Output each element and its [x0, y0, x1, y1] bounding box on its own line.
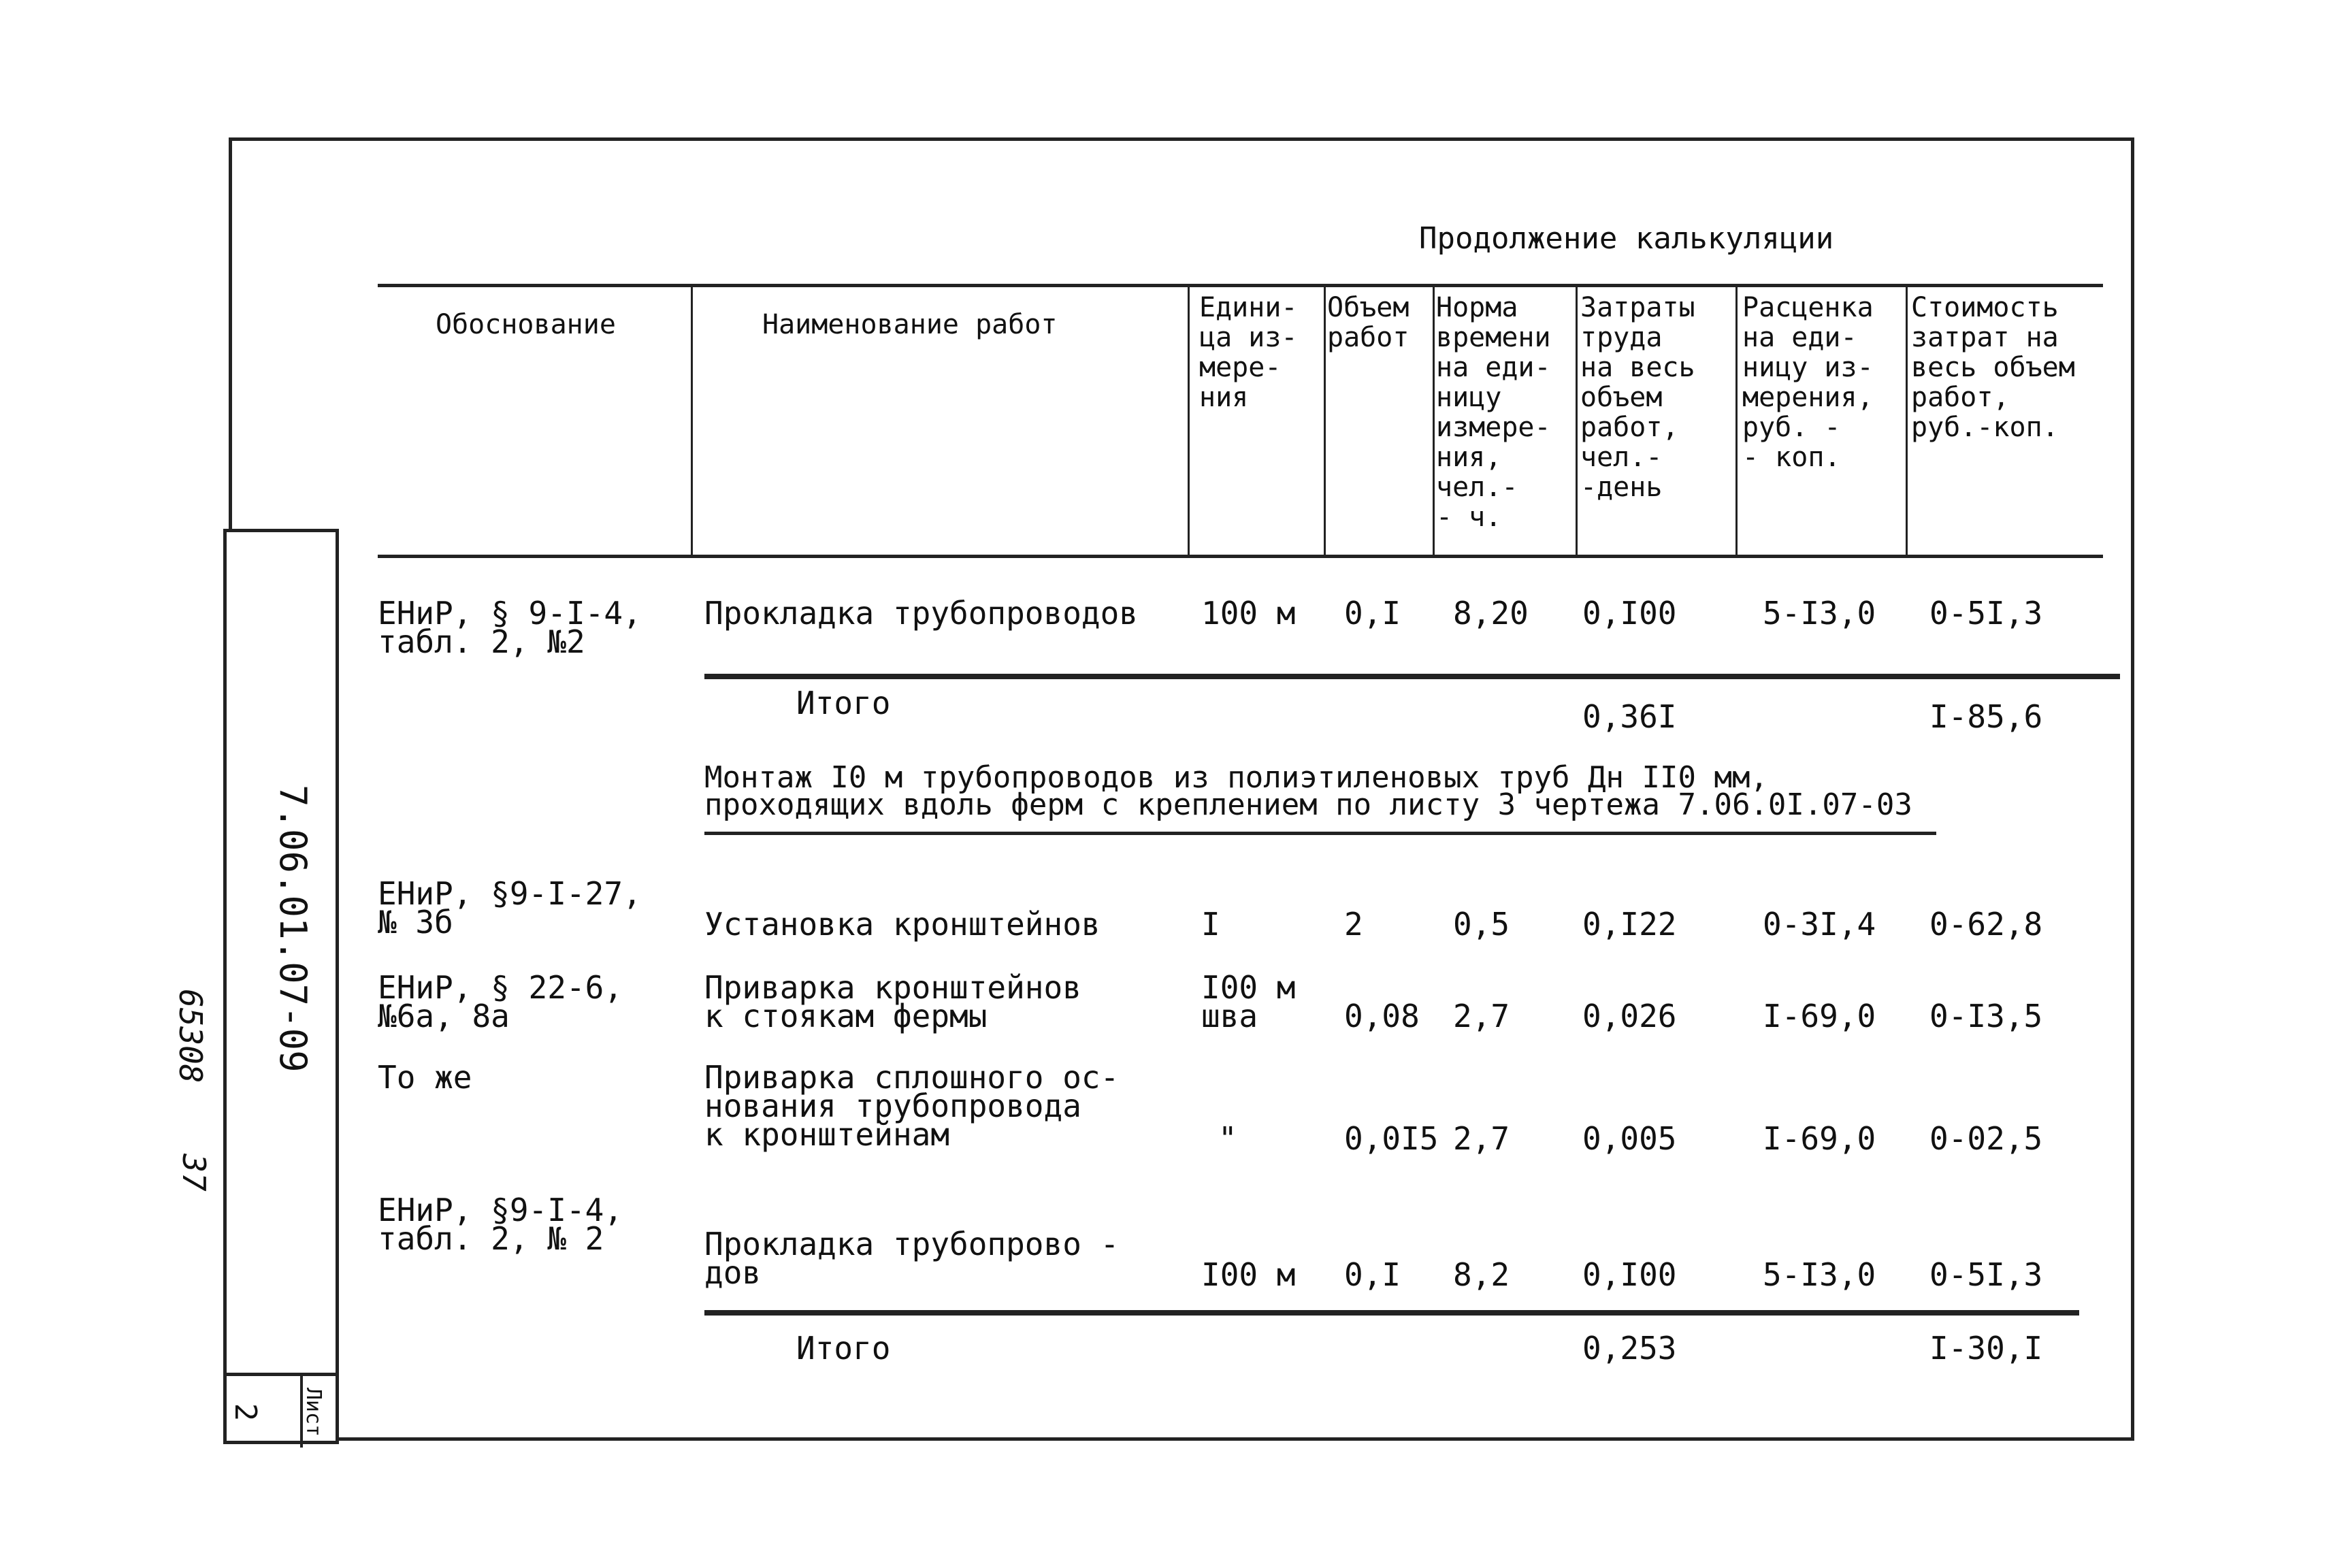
row3-volume: 0,08 — [1344, 998, 1420, 1034]
col-divider-6 — [1735, 286, 1738, 555]
row1-rate: 5-I3,0 — [1763, 595, 1876, 632]
row3-unit: I00 м — [1201, 969, 1296, 1006]
row4-unit: " — [1218, 1120, 1237, 1157]
total2-labor: 0,253 — [1582, 1330, 1677, 1367]
row4-labor: 0,005 — [1582, 1120, 1677, 1157]
col-header-unit: Едини- ца из- мере- ния — [1199, 292, 1298, 413]
row4-volume: 0,0I5 — [1344, 1120, 1439, 1157]
col-divider-5 — [1576, 286, 1578, 555]
total2-rule — [704, 1310, 2079, 1316]
total1-label: Итого — [796, 685, 891, 721]
row5-volume: 0,I — [1344, 1256, 1401, 1293]
row2-volume: 2 — [1344, 906, 1363, 943]
section-heading: проходящих вдоль ферм с креплением по листу 3 чертежа 7.06.0I.07-03 — [704, 787, 1912, 822]
row3-rate: I-69,0 — [1763, 998, 1876, 1034]
row1-cost: 0-5I,3 — [1929, 595, 2043, 632]
total1-labor: 0,36I — [1582, 698, 1677, 735]
col-header-labor: Затраты труда на весь объем работ, чел.- -день — [1580, 292, 1695, 503]
row2-name: Установка кронштейнов — [704, 906, 1101, 943]
doc-code: 7.06.01.07-09 — [272, 785, 314, 1073]
col-divider-2 — [1188, 286, 1190, 555]
row5-unit: I00 м — [1201, 1256, 1296, 1293]
sheet-number: 2 — [228, 1403, 263, 1422]
row5-basis: табл. 2, № 2 — [378, 1220, 604, 1257]
total2-cost: I-30,I — [1929, 1330, 2043, 1367]
header-bottom-rule — [378, 555, 2103, 558]
col-header-work-name: Наименование работ — [762, 309, 1058, 340]
col-divider-7 — [1906, 286, 1908, 555]
col-header-norm: Норма времени на еди- ницу измере- ния, чел.- - ч. — [1436, 292, 1551, 533]
row1-basis: табл. 2, №2 — [378, 623, 585, 660]
row3-name: к стоякам фермы — [704, 998, 988, 1034]
row2-basis: № 3б — [378, 904, 453, 941]
row5-cost: 0-5I,3 — [1929, 1256, 2043, 1293]
total1-cost: I-85,6 — [1929, 698, 2043, 735]
row3-name: Приварка кронштейнов — [704, 969, 1081, 1006]
row2-norm: 0,5 — [1453, 906, 1510, 943]
stamp-separator — [227, 1373, 336, 1376]
row3-basis: №6а, 8а — [378, 998, 510, 1034]
section-heading: Монтаж I0 м трубопроводов из полиэтиленовых труб Дн II0 мм, — [704, 760, 1768, 795]
col-divider-1 — [691, 286, 693, 555]
row2-basis: ЕНиР, §9-I-27, — [378, 875, 642, 912]
row3-basis: ЕНиР, § 22-6, — [378, 969, 623, 1006]
row5-basis: ЕНиР, §9-I-4, — [378, 1192, 623, 1228]
row4-rate: I-69,0 — [1763, 1120, 1876, 1157]
sheet-label: Лист — [301, 1387, 325, 1437]
section-rule — [704, 832, 1936, 835]
col-header-cost: Стоимость затрат на весь объем работ, руб.-коп. — [1911, 292, 2075, 443]
row5-norm: 8,2 — [1453, 1256, 1510, 1293]
row2-cost: 0-62,8 — [1929, 906, 2043, 943]
row3-unit: шва — [1201, 998, 1258, 1034]
row5-rate: 5-I3,0 — [1763, 1256, 1876, 1293]
col-divider-4 — [1433, 286, 1435, 555]
row1-labor: 0,I00 — [1582, 595, 1677, 632]
row5-labor: 0,I00 — [1582, 1256, 1677, 1293]
row3-norm: 2,7 — [1453, 998, 1510, 1034]
row2-unit: I — [1201, 906, 1220, 943]
page-reference: 37 — [176, 1154, 212, 1192]
header-top-rule — [378, 284, 2103, 287]
col-header-volume: Объем работ — [1327, 292, 1409, 353]
row5-name: дов — [704, 1254, 762, 1291]
row5-name: Прокладка трубопрово - — [704, 1226, 1120, 1262]
row1-basis: ЕНиР, § 9-I-4, — [378, 595, 642, 632]
row1-volume: 0,I — [1344, 595, 1401, 632]
row1-name: Прокладка трубопроводов — [704, 595, 1138, 632]
row4-name: Приварка сплошного ос- — [704, 1059, 1120, 1096]
row4-name: нования трубопровода — [704, 1088, 1081, 1124]
col-header-rate: Расценка на еди- ницу из- мерения, руб. - - коп. — [1742, 292, 1874, 473]
total2-label: Итого — [796, 1330, 891, 1367]
row4-norm: 2,7 — [1453, 1120, 1510, 1157]
page-heading: Продолжение калькуляции — [1419, 221, 1834, 256]
row3-cost: 0-I3,5 — [1929, 998, 2043, 1034]
inventory-number: 65308 — [172, 989, 209, 1083]
row3-labor: 0,026 — [1582, 998, 1677, 1034]
row2-labor: 0,I22 — [1582, 906, 1677, 943]
row4-cost: 0-02,5 — [1929, 1120, 2043, 1157]
col-header-basis: Обоснование — [436, 309, 616, 340]
row4-name: к кронштейнам — [704, 1116, 950, 1153]
col-divider-3 — [1324, 286, 1326, 555]
row1-unit: 100 м — [1201, 595, 1296, 632]
total1-rule — [704, 674, 2120, 679]
row4-basis: То же — [378, 1059, 472, 1096]
row2-rate: 0-3I,4 — [1763, 906, 1876, 943]
row1-norm: 8,20 — [1453, 595, 1529, 632]
